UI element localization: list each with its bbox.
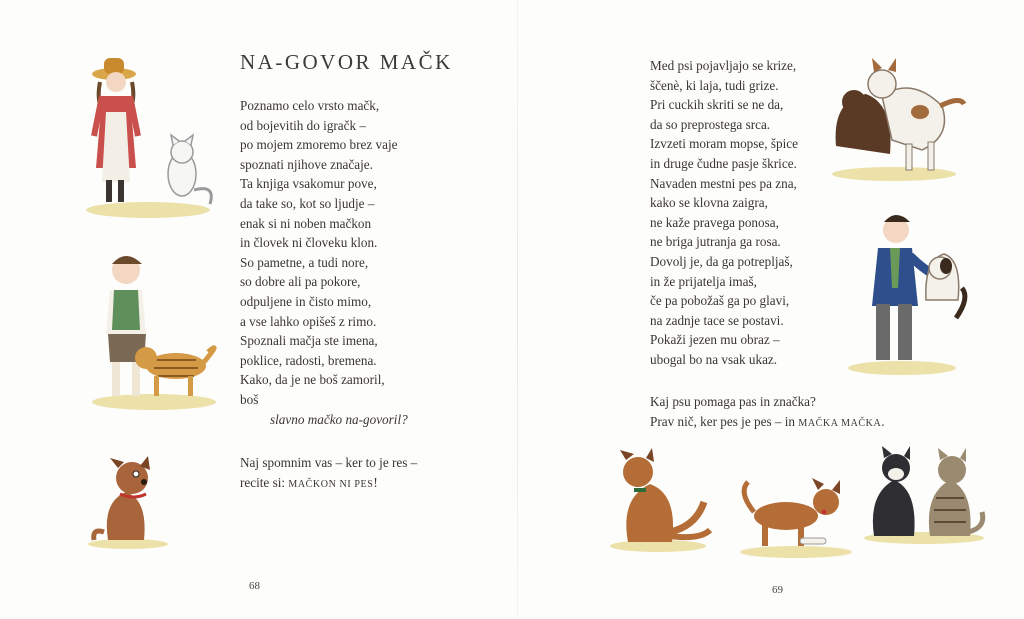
verse-line: ščenè, ki laja, tudi grize. xyxy=(650,77,779,93)
verse-line: odpuljene in čisto mimo, xyxy=(240,293,372,309)
verse-line: da so preprostega srca. xyxy=(650,116,771,132)
verse-line: spoznati njihove značaje. xyxy=(240,156,373,172)
verse-line xyxy=(650,412,885,434)
sitting-brown-dog-illustration xyxy=(84,452,174,552)
verse-line: Spoznali mačja ste imena, xyxy=(240,333,378,349)
verse-line: poklice, radosti, bremena. xyxy=(240,352,377,368)
verse-line: ubogal bo na vsak ukaz. xyxy=(650,351,778,367)
left-stanza-1 xyxy=(240,96,397,410)
verse-line: Poznamo celo vrsto mačk, xyxy=(240,98,380,113)
left-stanza-2 xyxy=(240,453,417,494)
page-number-right: 69 xyxy=(772,584,783,596)
verse-line: če pa pobožaš ga po glavi, xyxy=(650,293,790,309)
girl-and-white-cat-illustration xyxy=(80,52,220,222)
man-petting-dog-illustration xyxy=(844,208,964,378)
verse-line: boš xyxy=(240,391,259,407)
verse-line: a vse lahko opišeš z rimo. xyxy=(240,313,377,329)
verse-line: Pri cuckih skriti se ne da, xyxy=(650,97,784,113)
two-dogs-fighting-illustration xyxy=(824,56,974,186)
boy-and-tabby-cat-illustration xyxy=(88,246,228,416)
verse-line: in človek ni človeku klon. xyxy=(240,235,378,251)
verse-line: Izvzeti moram mopse, špice xyxy=(650,136,798,152)
verse-line: in druge čudne pasje škrice. xyxy=(650,155,797,171)
verse-line: po mojem zmoremo brez vaje xyxy=(240,137,398,153)
verse-line: od bojevitih do igračk – xyxy=(240,117,366,133)
verse-line: Kako, da je ne boš zamoril, xyxy=(240,372,385,388)
verse-line: kako se klovna zaigra, xyxy=(650,195,768,211)
verse-text: Prav nič, ker pes je pes – in xyxy=(650,413,799,429)
verse-line: da take so, kot so ljudje – xyxy=(240,195,375,211)
two-cats-sitting-illustration xyxy=(860,448,990,548)
dog-with-bone-illustration xyxy=(736,472,856,562)
verse-line: Med psi pojavljajo se krize, xyxy=(650,58,797,73)
small-caps-text: MAČKON NI PES xyxy=(288,478,374,490)
verse-line: Ta knjiga vsakomur pove, xyxy=(240,176,377,192)
verse-line: Naj spomnim vas – ker to je res – xyxy=(240,455,418,470)
verse-text: . xyxy=(881,413,885,429)
verse-line: So pametne, a tudi nore, xyxy=(240,254,369,270)
small-caps-text: MAČKA MAČKA xyxy=(798,417,882,429)
right-page xyxy=(518,0,1024,619)
italic-line: slavno mačko na-govoril? xyxy=(270,412,408,427)
verse-line: Navaden mestni pes pa zna, xyxy=(650,175,797,191)
page-number-left: 68 xyxy=(249,580,260,592)
verse-line: Pokaži jezen mu obraz – xyxy=(650,332,780,348)
verse-line: Dovolj je, da ga potrepljaš, xyxy=(650,253,793,269)
poem-title: NA-GOVOR MAČK xyxy=(240,50,453,74)
verse-line: Kaj psu pomaga pas in značka? xyxy=(650,394,816,409)
verse-text: ! xyxy=(373,474,378,490)
right-stanza-1 xyxy=(650,56,798,370)
verse-line: na zadnje tace se postavi. xyxy=(650,312,784,328)
verse-line xyxy=(240,473,417,495)
right-stanza-2 xyxy=(650,392,885,433)
dog-scratching-illustration xyxy=(606,450,716,555)
verse-line: ne kaže pravega ponosa, xyxy=(650,214,779,230)
verse-line: enak si ni noben mačkon xyxy=(240,215,372,231)
verse-text: recite si: xyxy=(240,474,289,490)
verse-line: so dobre ali pa pokore, xyxy=(240,274,361,290)
verse-line: ne briga jutranja ga rosa. xyxy=(650,234,781,250)
verse-line: in že prijatelja imaš, xyxy=(650,273,757,289)
